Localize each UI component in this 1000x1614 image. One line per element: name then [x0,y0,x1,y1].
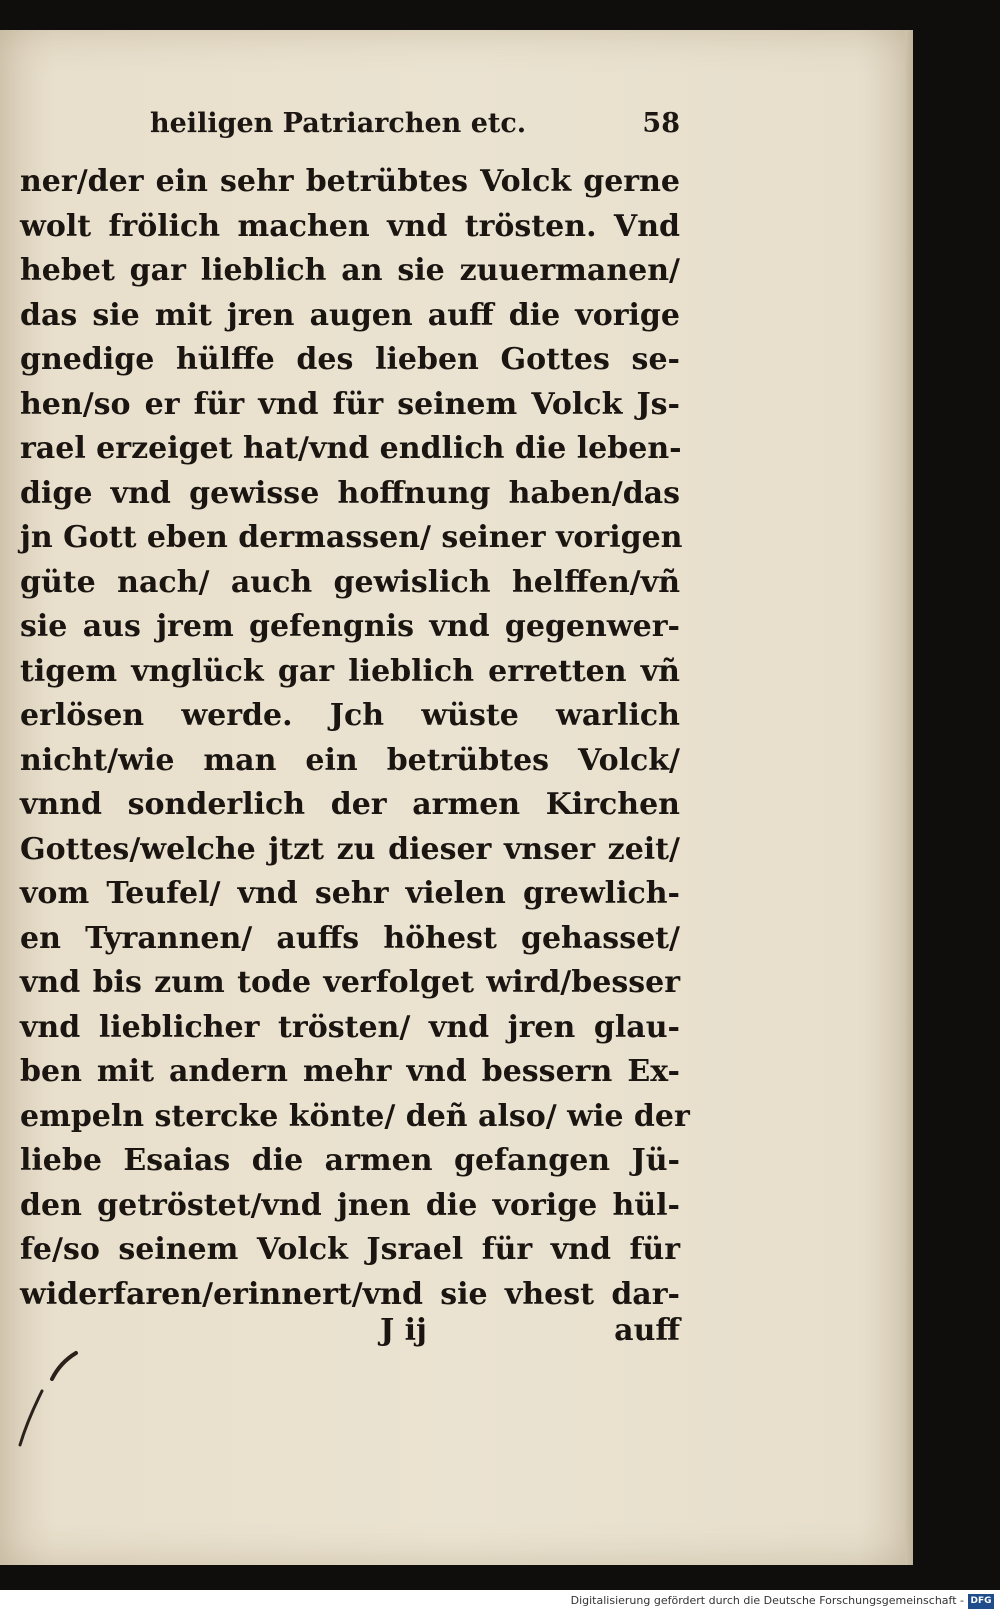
text-line: gnedige hülffe des lieben Gottes se- [20,342,680,377]
text-line: vom Teufel/ vnd sehr vielen grewlich- [20,876,680,911]
text-line: empeln stercke könte/ deñ also/ wie der [20,1098,690,1134]
text-line: rael erzeiget hat/vnd endlich die leben- [20,431,682,466]
page-edge [905,30,913,1565]
text-line: vnnd sonderlich der armen Kirchen [20,787,680,822]
text-line: ben mit andern mehr vnd bessern Ex- [20,1054,680,1089]
page-number: 58 [642,108,680,139]
text-line: den getröstet/vnd jnen die vorige hül- [20,1187,680,1223]
text-line: erlösen werde. Jch wüste warlich [20,698,680,733]
text-line: vnd lieblicher trösten/ vnd jren glau- [20,1009,680,1045]
body-text [20,160,690,1317]
text-line: wolt frölich machen vnd trösten. Vnd [20,208,680,244]
credit-bar [0,1590,1000,1614]
text-line: tigem vnglück gar lieblich erretten vñ [20,653,680,689]
dfg-logo: DFG [968,1594,994,1609]
text-line: en Tyrannen/ auffs höhest gehasset/ [20,920,680,956]
text-line: das sie mit jren augen auff die vorige [20,297,680,333]
text-line: fe/so seinem Volck Jsrael für vnd für [20,1232,680,1267]
text-line: hen/so er für vnd für seinem Volck Js- [20,386,680,422]
page-footer [380,1313,680,1359]
text-line: güte nach/ auch gewislich helffen/vñ [20,564,680,600]
catchword: auff [614,1313,680,1348]
signature-mark: J ij [380,1313,427,1348]
text-line: nicht/wie man ein betrübtes Volck/ [20,742,680,778]
running-head: heiligen Patriarchen etc. [150,108,527,139]
text-line: dige vnd gewisse hoffnung haben/das [20,475,680,511]
text-line: ner/der ein sehr betrübtes Volck gerne [20,164,680,199]
margin-pen-mark [6,1345,86,1455]
funding-credit: Digitalisierung gefördert durch die Deutsche Forschungsgemeinschaft - [570,1594,964,1607]
text-line: widerfaren/erinnert/vnd sie vhest dar- [20,1276,680,1312]
page-header [150,108,680,156]
text-line: vnd bis zum tode verfolget wird/besser [20,965,680,1000]
text-line: sie aus jrem gefengnis vnd gegenwer- [20,609,680,644]
text-line: hebet gar lieblich an sie zuuermanen/ [20,253,680,288]
text-line: Gottes/welche jtzt zu dieser vnser zeit/ [20,831,680,867]
text-line: liebe Esaias die armen gefangen Jü- [20,1143,680,1178]
text-line: jn Gott eben dermassen/ seiner vorigen [20,520,683,555]
